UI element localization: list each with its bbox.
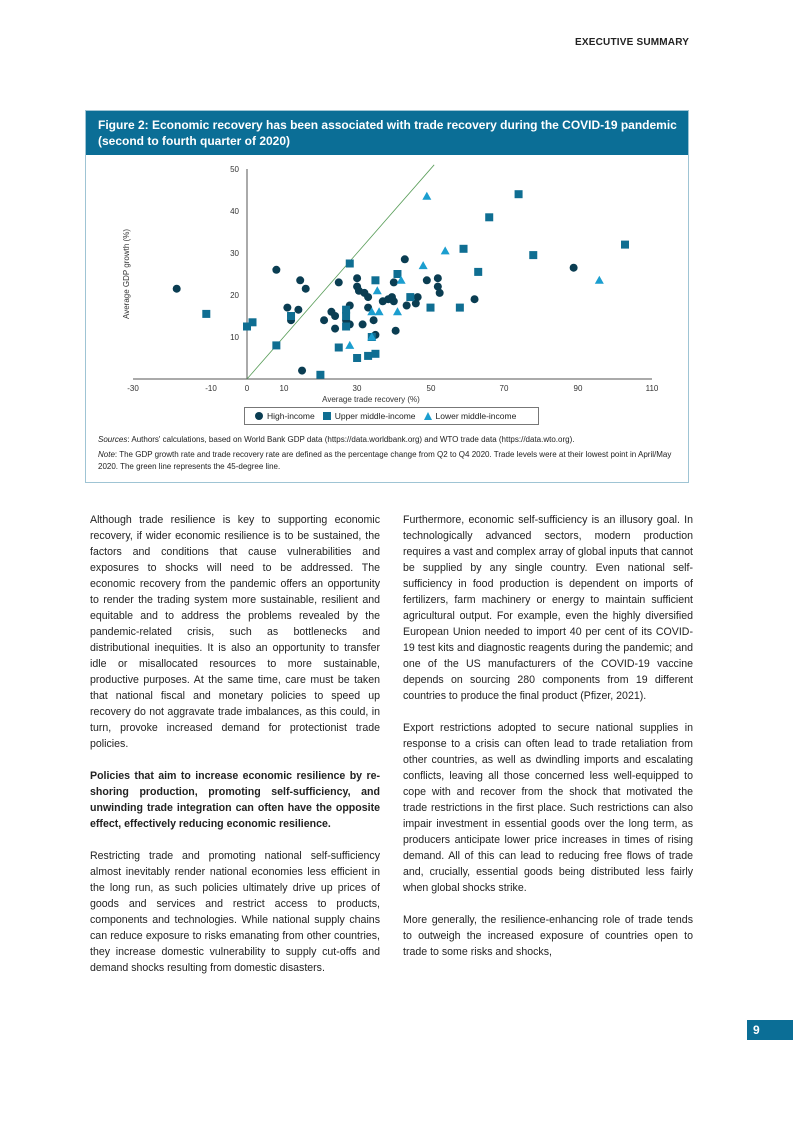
svg-text:50: 50 xyxy=(426,384,436,393)
legend-item-lower-middle-income xyxy=(424,411,517,421)
bold-callout-paragraph: Policies that aim to increase economic resilience by re-shoring production, promoting self-sufficiency, and unwinding trade integration can often have the opposite effect, effectively reducing economic resilience. xyxy=(90,770,380,830)
sources-label: Sources xyxy=(98,435,128,444)
figure-title: Figure 2: Economic recovery has been associated with trade recovery during the COVID-19 pandemic (second to fourth quarter of 2020) xyxy=(86,111,688,155)
legend-label: Upper middle-income xyxy=(334,411,416,421)
svg-text:110: 110 xyxy=(645,384,659,393)
svg-text:0: 0 xyxy=(244,384,250,393)
body-column-right xyxy=(403,512,693,976)
svg-text:Average GDP growth (%): Average GDP growth (%) xyxy=(122,229,131,319)
square-marker-icon xyxy=(323,412,331,420)
paragraph: Restricting trade and promoting national self-sufficiency almost inevitably render national economies less efficient in the long run, as such policies ultimately drive up prices of goods and services and restrict access to products, components and technologies. While national supply chains can reduce exposure to risks emanating from other countries, they increase domestic vulnerability to supply cut-offs and demand shocks resulting from domestic disasters. xyxy=(90,850,380,974)
svg-text:70: 70 xyxy=(499,384,509,393)
data-points xyxy=(173,190,629,379)
sources-line xyxy=(98,434,678,446)
paragraph: More generally, the resilience-enhancing role of trade tends to outweigh the increased exposure of countries open to trade to some risks and shocks, xyxy=(403,914,693,958)
legend-label: Lower middle-income xyxy=(435,411,517,421)
svg-text:90: 90 xyxy=(573,384,583,393)
body-column-left xyxy=(90,512,380,992)
figure-2 xyxy=(85,110,689,483)
svg-text:-10: -10 xyxy=(205,384,217,393)
svg-text:50: 50 xyxy=(230,165,239,174)
paragraph: Export restrictions adopted to secure national supplies in response to a crisis can often lead to trade retaliation from other countries, as well as dwindling imports and escalating conflicts, leaving all those concerned less well-equipped to cope with and recover from the shock that motivated the trade restrictions in the first place. Such restrictions can also impair investment in essential goods over the long term, as producers anticipate lower price increases in times of rising demand. All of this can lead to reducing free flows of trade and, crucially, essential goods being distributed less fairly when global shocks strike. xyxy=(403,722,693,894)
legend-label: High-income xyxy=(267,411,315,421)
paragraph: Although trade resilience is key to supporting economic recovery, if wider economic resilience is to be sustained, the factors and conditions that cause vulnerabilities and exposures to shocks will need to be addressed. The economic recovery from the pandemic offers an opportunity to render the trading system more sustainable, resilient and equitable and to address the problems revealed by the pandemic-related crisis, such as bottlenecks and distributional inequities. It is also an opportunity to transfer idle or misallocated resources to more sustainable, productive purposes. At the same time, care must be taken that national fiscal and monetary policies to speed up recovery do not aggravate trade imbalances, as this could, in turn, provoke increased demand for protectionist trade policies. xyxy=(90,514,380,750)
scatter-chart xyxy=(86,111,690,411)
note-label: Note xyxy=(98,450,115,459)
svg-text:30: 30 xyxy=(352,384,362,393)
svg-text:20: 20 xyxy=(230,291,239,300)
triangle-marker-icon xyxy=(424,412,432,420)
svg-text:10: 10 xyxy=(279,384,289,393)
legend-item-high-income xyxy=(255,411,315,421)
note-line xyxy=(98,449,678,473)
svg-text:30: 30 xyxy=(230,249,239,258)
svg-text:40: 40 xyxy=(230,207,239,216)
note-text: : The GDP growth rate and trade recovery rate are defined as the percentage change from Q2 to Q4 2020. Trade levels were at their lowest point in April/May 2020. The green line represents the 45-degree line. xyxy=(98,450,672,471)
page-number: 9 xyxy=(747,1020,793,1040)
figure-notes xyxy=(98,434,678,476)
svg-text:10: 10 xyxy=(230,333,239,342)
sources-text: : Authors' calculations, based on World Bank GDP data (https://data.worldbank.org) and WTO trade data (https://data.wto.org). xyxy=(127,435,575,444)
chart-legend xyxy=(244,407,539,425)
circle-marker-icon xyxy=(255,412,263,420)
legend-item-upper-middle-income xyxy=(323,411,416,421)
svg-text:Average trade recovery (%): Average trade recovery (%) xyxy=(322,395,420,404)
running-head: EXECUTIVE SUMMARY xyxy=(575,37,690,48)
svg-text:-30: -30 xyxy=(127,384,139,393)
paragraph: Furthermore, economic self-sufficiency is an illusory goal. In technologically advanced sectors, modern production requires a vast and complex array of global inputs that cannot be supplied by any single country. Even national self-sufficiency in food production is dependent on imports of fertilizers, farm machinery or energy to maintain sufficient agricultural output. For example, even the highly diversified European Union needed to import 40 per cent of its COVID-19 test kits and diagnostic reagents during the pandemic; and one of the US manufacturers of the COVID-19 vaccine depends on sourcing 280 components from 19 different countries to produce the final product (Pfizer, 2021). xyxy=(403,514,693,702)
